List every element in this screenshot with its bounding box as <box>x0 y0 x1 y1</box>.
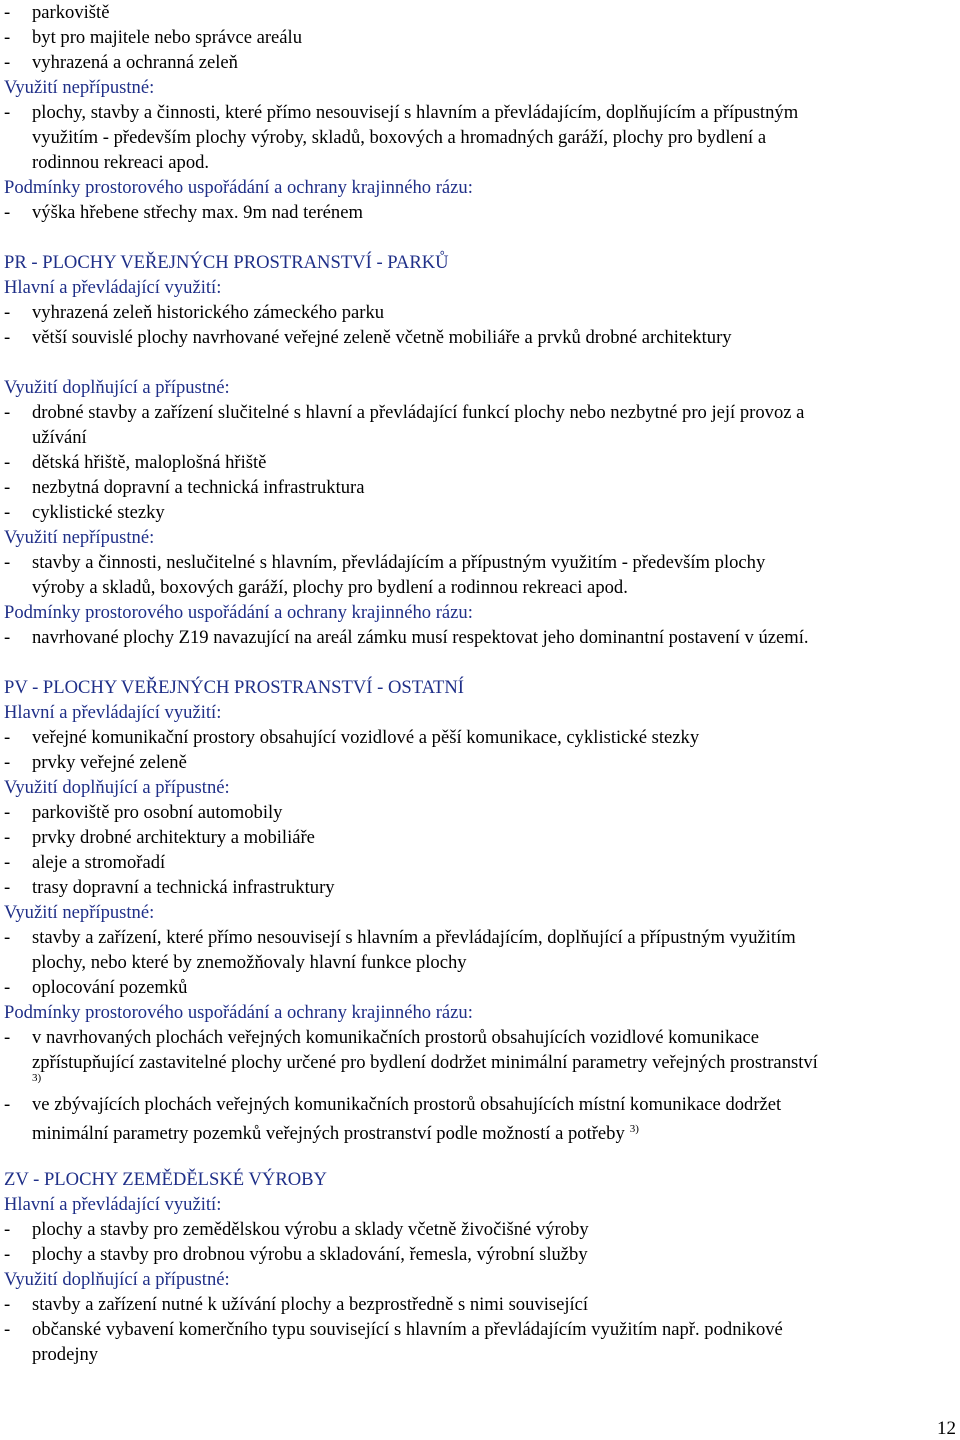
list-bullet-dash: - <box>4 1094 11 1115</box>
section-subheading: Hlavní a převládající využití: <box>4 702 222 723</box>
list-bullet-dash: - <box>4 927 11 948</box>
list-item-text: plochy, stavby a činnosti, které přímo nesouvisejí s hlavním a převládajícím, doplňujícím a přípustným <box>32 102 799 123</box>
list-item <box>4 1292 954 1317</box>
section-title: ZV - PLOCHY ZEMĚDĚLSKÉ VÝROBY <box>4 1169 327 1190</box>
list-bullet-dash: - <box>4 802 11 823</box>
list-item-text: vyhrazená zeleň historického zámeckého parku <box>32 302 385 323</box>
list-bullet-dash: - <box>4 727 11 748</box>
footnote-marker: 3) <box>629 1123 639 1135</box>
list-item-continuation: prodejny <box>32 1344 99 1365</box>
list-item <box>4 0 954 25</box>
list-item <box>4 625 954 650</box>
list-bullet-dash: - <box>4 502 11 523</box>
list-bullet-dash: - <box>4 1219 11 1240</box>
list-item <box>4 1242 954 1267</box>
list-item <box>4 200 954 225</box>
list-item-text: občanské vybavení komerčního typu související s hlavním a převládajícím využitím např. podnikové <box>32 1319 783 1340</box>
blank-line <box>4 1142 954 1167</box>
list-item-text: stavby a zařízení nutné k užívání plochy a bezprostředně s nimi související <box>32 1294 589 1315</box>
list-bullet-dash: - <box>4 452 11 473</box>
list-item-text: ve zbývajících plochách veřejných komunikačních prostorů obsahujících místní komunikace dodržet <box>32 1094 782 1115</box>
list-bullet-dash: - <box>4 402 11 423</box>
list-item-text: parkoviště pro osobní automobily <box>32 802 283 823</box>
list-item <box>4 50 954 75</box>
list-item <box>4 1217 954 1242</box>
blank-line <box>4 225 954 250</box>
list-item-text: plochy a stavby pro drobnou výrobu a skladování, řemesla, výrobní služby <box>32 1244 588 1265</box>
list-item-continuation: zpřístupňující zastavitelné plochy určené pro bydlení dodržet minimální parametry veřejných prostranství <box>32 1052 818 1073</box>
list-item-continuation: užívání <box>32 427 87 448</box>
list-item <box>4 500 954 525</box>
list-item-text: drobné stavby a zařízení slučitelné s hlavní a převládající funkcí plochy nebo nezbytné pro její provoz a <box>32 402 805 423</box>
list-bullet-dash: - <box>4 827 11 848</box>
list-item-text: stavby a zařízení, které přímo nesouvisejí s hlavním a převládajícím, doplňující a přípustným využitím <box>32 927 796 948</box>
list-item <box>4 825 954 850</box>
list-item <box>4 725 954 750</box>
list-item <box>4 100 954 125</box>
list-bullet-dash: - <box>4 627 11 648</box>
section-subheading: Využití nepřípustné: <box>4 902 155 923</box>
section-subheading: Podmínky prostorového uspořádání a ochrany krajinného rázu: <box>4 602 473 623</box>
list-item <box>4 1317 954 1342</box>
section-subheading: Hlavní a převládající využití: <box>4 277 222 298</box>
list-item-text: prvky veřejné zeleně <box>32 752 187 773</box>
list-bullet-dash: - <box>4 2 11 23</box>
section-subheading: Využití nepřípustné: <box>4 527 155 548</box>
list-item-continuation: využitím - především plochy výroby, skladů, boxových a hromadných garáží, plochy pro bydlení a <box>32 127 767 148</box>
list-bullet-dash: - <box>4 552 11 573</box>
list-item-continuation: výroby a skladů, boxových garáží, plochy pro bydlení a rodinnou rekreaci apod. <box>32 577 628 598</box>
list-bullet-dash: - <box>4 1319 11 1340</box>
list-item <box>4 325 954 350</box>
page-number: 12 <box>937 1418 956 1439</box>
list-item-text: oplocování pozemků <box>32 977 188 998</box>
section-subheading: Podmínky prostorového uspořádání a ochrany krajinného rázu: <box>4 177 473 198</box>
section-subheading: Využití doplňující a přípustné: <box>4 777 230 798</box>
section-subheading: Podmínky prostorového uspořádání a ochrany krajinného rázu: <box>4 1002 473 1023</box>
list-bullet-dash: - <box>4 52 11 73</box>
list-item-text: cyklistické stezky <box>32 502 165 523</box>
list-item-text: parkoviště <box>32 2 110 23</box>
list-item <box>4 300 954 325</box>
list-item <box>4 875 954 900</box>
section-title: PR - PLOCHY VEŘEJNÝCH PROSTRANSTVÍ - PARKŮ <box>4 252 449 273</box>
list-item-text: výška hřebene střechy max. 9m nad terénem <box>32 202 363 223</box>
section-subheading: Využití doplňující a přípustné: <box>4 1269 230 1290</box>
list-item-text: v navrhovaných plochách veřejných komunikačních prostorů obsahujících vozidlové komunikace <box>32 1027 759 1048</box>
blank-line <box>4 650 954 675</box>
section-subheading: Využití nepřípustné: <box>4 77 155 98</box>
list-bullet-dash: - <box>4 1027 11 1048</box>
list-item <box>4 1092 954 1117</box>
list-item <box>4 750 954 775</box>
list-bullet-dash: - <box>4 202 11 223</box>
list-item-text: plochy a stavby pro zemědělskou výrobu a sklady včetně živočišné výroby <box>32 1219 589 1240</box>
list-item-text: veřejné komunikační prostory obsahující vozidlové a pěší komunikace, cyklistické stezky <box>32 727 700 748</box>
list-item-text: aleje a stromořadí <box>32 852 166 873</box>
list-item-text: dětská hřiště, maloplošná hřiště <box>32 452 267 473</box>
section-title: PV - PLOCHY VEŘEJNÝCH PROSTRANSTVÍ - OSTATNÍ <box>4 677 464 698</box>
list-bullet-dash: - <box>4 877 11 898</box>
list-bullet-dash: - <box>4 977 11 998</box>
list-item <box>4 925 954 950</box>
list-bullet-dash: - <box>4 752 11 773</box>
footnote-marker: 3) <box>32 1072 42 1084</box>
list-item <box>4 450 954 475</box>
list-item <box>4 1025 954 1050</box>
list-item-text: vyhrazená a ochranná zeleň <box>32 52 238 73</box>
list-item <box>4 800 954 825</box>
list-item <box>4 850 954 875</box>
list-bullet-dash: - <box>4 327 11 348</box>
list-bullet-dash: - <box>4 102 11 123</box>
list-bullet-dash: - <box>4 302 11 323</box>
list-bullet-dash: - <box>4 477 11 498</box>
list-item-continuation: rodinnou rekreaci apod. <box>32 152 210 173</box>
list-bullet-dash: - <box>4 27 11 48</box>
list-item-text: navrhované plochy Z19 navazující na areál zámku musí respektovat jeho dominantní postavení v území. <box>32 627 809 648</box>
section-subheading: Hlavní a převládající využití: <box>4 1194 222 1215</box>
list-item-text: nezbytná dopravní a technická infrastruktura <box>32 477 365 498</box>
list-item-text: prvky drobné architektury a mobiliáře <box>32 827 315 848</box>
list-item-continuation: minimální parametry pozemků veřejných prostranství podle možností a potřeby $^{3)}$ <box>32 1123 639 1145</box>
section-subheading: Využití doplňující a přípustné: <box>4 377 230 398</box>
list-item <box>4 400 954 425</box>
list-item-text: trasy dopravní a technická infrastruktury <box>32 877 335 898</box>
list-item-text: stavby a činnosti, neslučitelné s hlavním, převládajícím a přípustným využitím - především plochy <box>32 552 766 573</box>
list-item-text: větší souvislé plochy navrhované veřejné zeleně včetně mobiliáře a prvků drobné architektury <box>32 327 732 348</box>
blank-line <box>4 350 954 375</box>
list-bullet-dash: - <box>4 1244 11 1265</box>
list-item <box>4 25 954 50</box>
list-item <box>4 975 954 1000</box>
list-item <box>4 475 954 500</box>
list-item-continuation: plochy, nebo které by znemožňovaly hlavní funkce plochy <box>32 952 467 973</box>
list-item-text: byt pro majitele nebo správce areálu <box>32 27 303 48</box>
list-bullet-dash: - <box>4 1294 11 1315</box>
list-item <box>4 550 954 575</box>
list-bullet-dash: - <box>4 852 11 873</box>
